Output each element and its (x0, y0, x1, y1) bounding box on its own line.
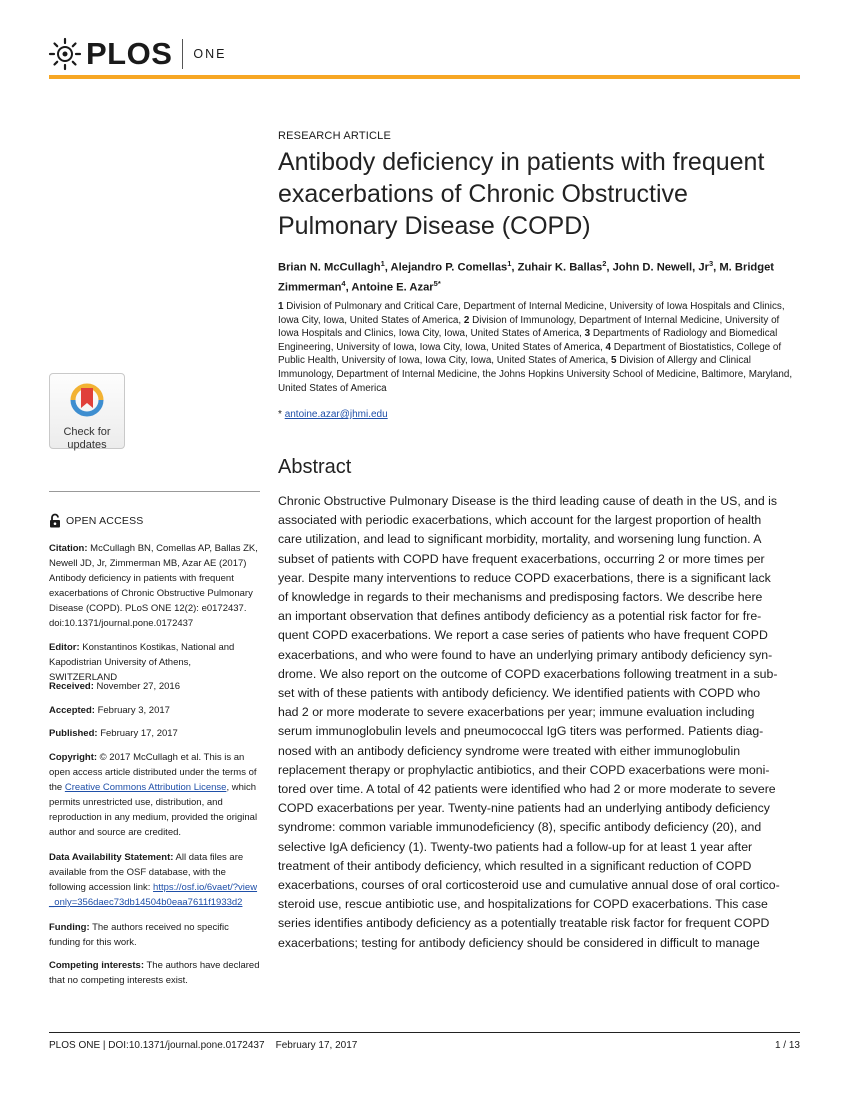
plos-sunburst-icon (48, 37, 82, 71)
competing-interests-block (49, 958, 261, 988)
author-name: Zuhair K. Ballas (517, 261, 603, 274)
affiliation-number: 2 (463, 314, 470, 326)
affiliations (278, 300, 800, 395)
affiliation-text: Department of Biostatistics, College of Public Health, University of Iowa, Iowa City, Iowa, United States of America, (278, 341, 782, 367)
abstract-line: series identifies antibody deficiency as a potentially treatable risk factor for frequent COPD (278, 916, 770, 931)
open-access-badge (49, 513, 143, 528)
abstract-line: syndrome: common variable immunodeficiency (8), specific antibody deficiency (20), and (278, 820, 762, 835)
abstract-line: exacerbations, and who were found to have an underlying primary antibody deficiency syn- (278, 647, 773, 662)
received-block (49, 679, 261, 694)
journal-name: ONE (193, 47, 227, 61)
open-lock-icon (49, 513, 61, 528)
check-for-updates-button[interactable] (49, 373, 125, 449)
author-list: Brian N. McCullagh$^1$, Alejandro P. Comellas$^1$, Zuhair K. Ballas$^2$, John D. Newell, Jr$^3$, M. Bridget Zimmerman$^4$, Antoine E. Azar$^{5*}$ (278, 259, 775, 294)
bookmark-ribbon-icon (67, 380, 107, 420)
author-affiliation-marker: 1 (380, 259, 385, 268)
logo-divider (182, 39, 183, 69)
affiliation-number: 1 (278, 301, 284, 312)
copyright-text-cont: , which permits unrestricted use, distribution, and reproduction in any medium, provided the original author and source are credited. (49, 782, 258, 838)
author-name: Alejandro P. Comellas (390, 261, 508, 274)
abstract-line: serum immunoglobulin levels and pneumococcal IgG titers was performed. Patients diag- (278, 724, 764, 739)
data-availability-block (49, 850, 261, 910)
received-date: November 27, 2016 (96, 681, 180, 692)
affiliation-text: Division of Immunology, Department of Internal Medicine, University of Iowa Hospitals and Clinics, Iowa City, Iowa, United States of America, (278, 314, 780, 340)
abstract-line: nosed with an antibody deficiency syndrome were treated with either immunoglobulin (278, 743, 741, 758)
abstract-line: treatment of their antibody deficiency, which resulted in a significant reduction of COPD (278, 858, 752, 873)
abstract-line: exacerbations; testing for antibody deficiency should be considered in difficult to manage (278, 935, 760, 950)
competing-interests-text: The authors have declared that no competing interests exist. (49, 960, 260, 986)
abstract-line: COPD exacerbations per year. Twenty-nine patients had an underlying antibody deficiency (278, 801, 770, 816)
check-updates-line1: Check for (63, 426, 111, 438)
citation-block (49, 541, 261, 631)
data-availability-label: Data Availability Statement: (49, 852, 174, 863)
footer-citation: PLOS ONE | DOI:10.1371/journal.pone.0172437 February 17, 2017 (49, 1040, 358, 1051)
affiliation-text: Division of Allergy and Clinical Immunology, Department of Internal Medicine, the Johns Hopkins University School of Medicine, Baltimore, Maryland, United States of America (278, 355, 793, 394)
sidebar-divider (49, 491, 260, 492)
abstract-line: year. Despite many interventions to reduce COPD exacerbations, there is a significant lack (278, 570, 771, 585)
author-name: Brian N. McCullagh (278, 261, 381, 274)
copyright-text: © 2017 McCullagh et al. This is an open access article distributed under the terms of the (49, 752, 257, 793)
abstract-line: associated with periodic exacerbations, which account for the largest proportion of health (278, 513, 762, 528)
plos-one-logo (48, 35, 227, 73)
abstract-line: quent COPD exacerbations. We report a case series of patients who have frequent COPD (278, 628, 768, 643)
abstract-heading: Abstract (278, 456, 352, 478)
corresponding-author (278, 409, 388, 420)
cc-license-link[interactable]: Creative Commons Attribution License (64, 782, 227, 793)
citation-text: McCullagh BN, Comellas AP, Ballas ZK, Newell JD, Jr, Zimmerman MB, Azar AE (2017) Antibody deficiency in patients with frequent exacerbations of Chronic Obstructive Pulmonary Disease (COPD). PLoS ONE 12(2): e0172437. doi:10.1371/journal.pone.0172437 (49, 543, 258, 629)
abstract-line: of knowledge in regards to their mechanisms and predisposing factors. We describe here (278, 590, 763, 605)
affiliation-number: 4 (605, 341, 611, 353)
abstract-line: care utilization, and lead to significant morbidity, mortality, and worsening lung function. A (278, 532, 762, 547)
affiliation-number: 3 (584, 328, 591, 340)
editor-text: Konstantinos Kostikas, National and Kapodistrian University of Athens, SWITZERLAND (49, 642, 235, 683)
abstract-line: set with of these patients with antibody deficiency. We identified patients with COPD who (278, 686, 761, 701)
abstract-line: selective IgA deficiency (1). Twenty-two patients had a follow-up for at least 1 year after (278, 839, 753, 854)
author-affiliation-marker: 5* (433, 278, 441, 288)
funding-text: The authors received no specific funding for this work. (49, 922, 229, 948)
funding-block (49, 920, 261, 950)
abstract-line: an important observation that defines antibody deficiency as a potential risk factor for fre- (278, 609, 762, 624)
page-number: 1 / 13 (774, 1040, 800, 1051)
author-affiliation-marker: 1 (507, 259, 512, 268)
abstract-line: replacement therapy or prophylactic antibiotics, and their COPD exacerbations were moni- (278, 762, 770, 777)
published-label: Published: (49, 728, 98, 739)
accepted-date: February 3, 2017 (97, 705, 170, 716)
author-name: Antoine E. Azar (351, 281, 434, 294)
abstract-line: drome. We also report on the outcome of COPD exacerbations following treatment in a sub- (278, 666, 778, 681)
affiliation-text: Departments of Radiology and Biomedical Engineering, University of Iowa, Iowa City, Iowa, United States of America, (278, 328, 778, 353)
published-date: February 17, 2017 (100, 728, 178, 739)
footer-rule (49, 1032, 800, 1033)
title-line: exacerbations of Chronic Obstructive (278, 180, 688, 208)
funding-label: Funding: (49, 922, 90, 933)
corresponding-marker: * (278, 409, 282, 420)
title-line: Antibody deficiency in patients with frequent (278, 148, 765, 176)
author-affiliation-marker: 4 (341, 278, 346, 288)
citation-label: Citation: (49, 543, 88, 554)
accepted-block (49, 703, 261, 718)
accepted-label: Accepted: (49, 705, 95, 716)
copyright-label: Copyright: (49, 752, 98, 763)
abstract-line: subset of patients with COPD have frequent exacerbations, occurring 2 or more times per (278, 551, 765, 566)
data-availability-text: All data files are available from the OSF database, with the following accession link: (49, 852, 244, 893)
article-title (278, 146, 808, 242)
open-access-label: OPEN ACCESS (66, 514, 144, 527)
abstract-line: steroid use, rescue antibiotic use, and hospitalizations for COPD exacerbations. This case (278, 897, 768, 912)
osf-data-link[interactable]: https://osf.io/6vaet/?view_only=356daec73db14504b0eaa7611f1933d2 (49, 882, 258, 908)
affiliation-text: Division of Pulmonary and Critical Care, Department of Internal Medicine, University of Iowa Hospitals and Clinics, Iowa City, Iowa, United States of America, (278, 301, 785, 326)
abstract-line: Chronic Obstructive Pulmonary Disease is the third leading cause of death in the US, and is (278, 494, 777, 508)
published-block (49, 726, 261, 741)
competing-interests-label: Competing interests: (49, 960, 145, 971)
logo-wordmark: PLOS (86, 36, 173, 71)
header-accent-rule (49, 75, 800, 79)
title-line: Pulmonary Disease (COPD) (278, 212, 591, 240)
author-name: John D. Newell, Jr (612, 261, 709, 274)
corresponding-email-link[interactable]: antoine.azar@jhmi.edu (284, 409, 388, 420)
abstract-line: had 2 or more moderate to severe exacerbations per year; immune evaluation including (278, 705, 755, 720)
author-affiliation-marker: 3 (708, 259, 714, 268)
abstract-body (278, 492, 800, 953)
abstract-line: tored over time. A total of 42 patients were identified who had 2 or more moderate to severe (278, 782, 776, 797)
received-label: Received: (49, 681, 94, 692)
article-type: RESEARCH ARTICLE (278, 130, 392, 142)
author-name: M. Bridget Zimmerman (278, 261, 775, 294)
author-affiliation-marker: 2 (602, 259, 607, 268)
editor-label: Editor: (49, 642, 80, 653)
check-updates-line2: updates (67, 439, 107, 451)
abstract-line: exacerbations, courses of oral corticosteroid use and cumulative annual dose of oral cortico- (278, 878, 780, 893)
affiliation-number: 5 (610, 355, 617, 367)
copyright-block (49, 750, 261, 840)
